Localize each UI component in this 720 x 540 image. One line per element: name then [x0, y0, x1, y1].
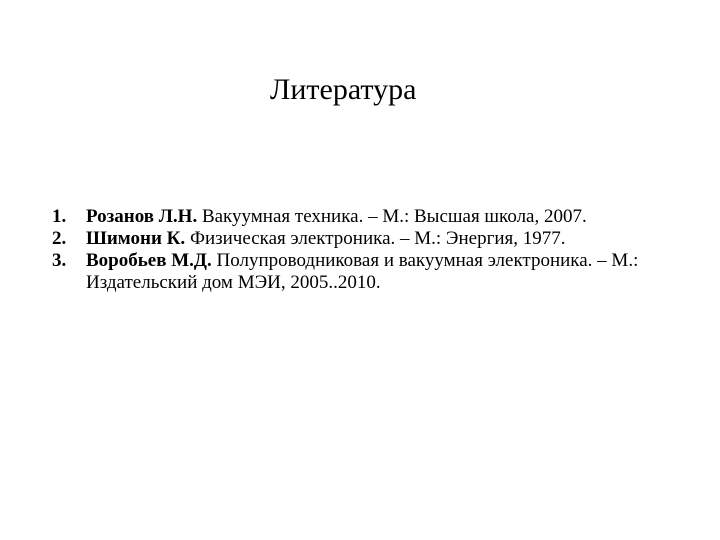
reference-number: 2.	[52, 228, 67, 249]
reference-author: Розанов Л.Н.	[86, 206, 198, 227]
reference-item	[52, 250, 692, 294]
reference-number: 3.	[52, 250, 67, 271]
reference-text: Вакуумная техника. – М.: Высшая школа, 2007.	[197, 206, 587, 227]
reference-item	[52, 228, 692, 250]
reference-list	[52, 206, 692, 294]
reference-item	[52, 206, 692, 228]
reference-text: Физическая электроника. – М.: Энергия, 1977.	[185, 228, 566, 249]
slide-title: Литература	[270, 73, 417, 106]
reference-text: Полупроводниковая и вакуумная электроника. – М.: Издательский дом МЭИ, 2005..2010.	[86, 250, 639, 293]
reference-number: 1.	[52, 206, 67, 227]
reference-author: Шимони К.	[86, 228, 186, 249]
reference-author: Воробьев М.Д.	[86, 250, 212, 271]
